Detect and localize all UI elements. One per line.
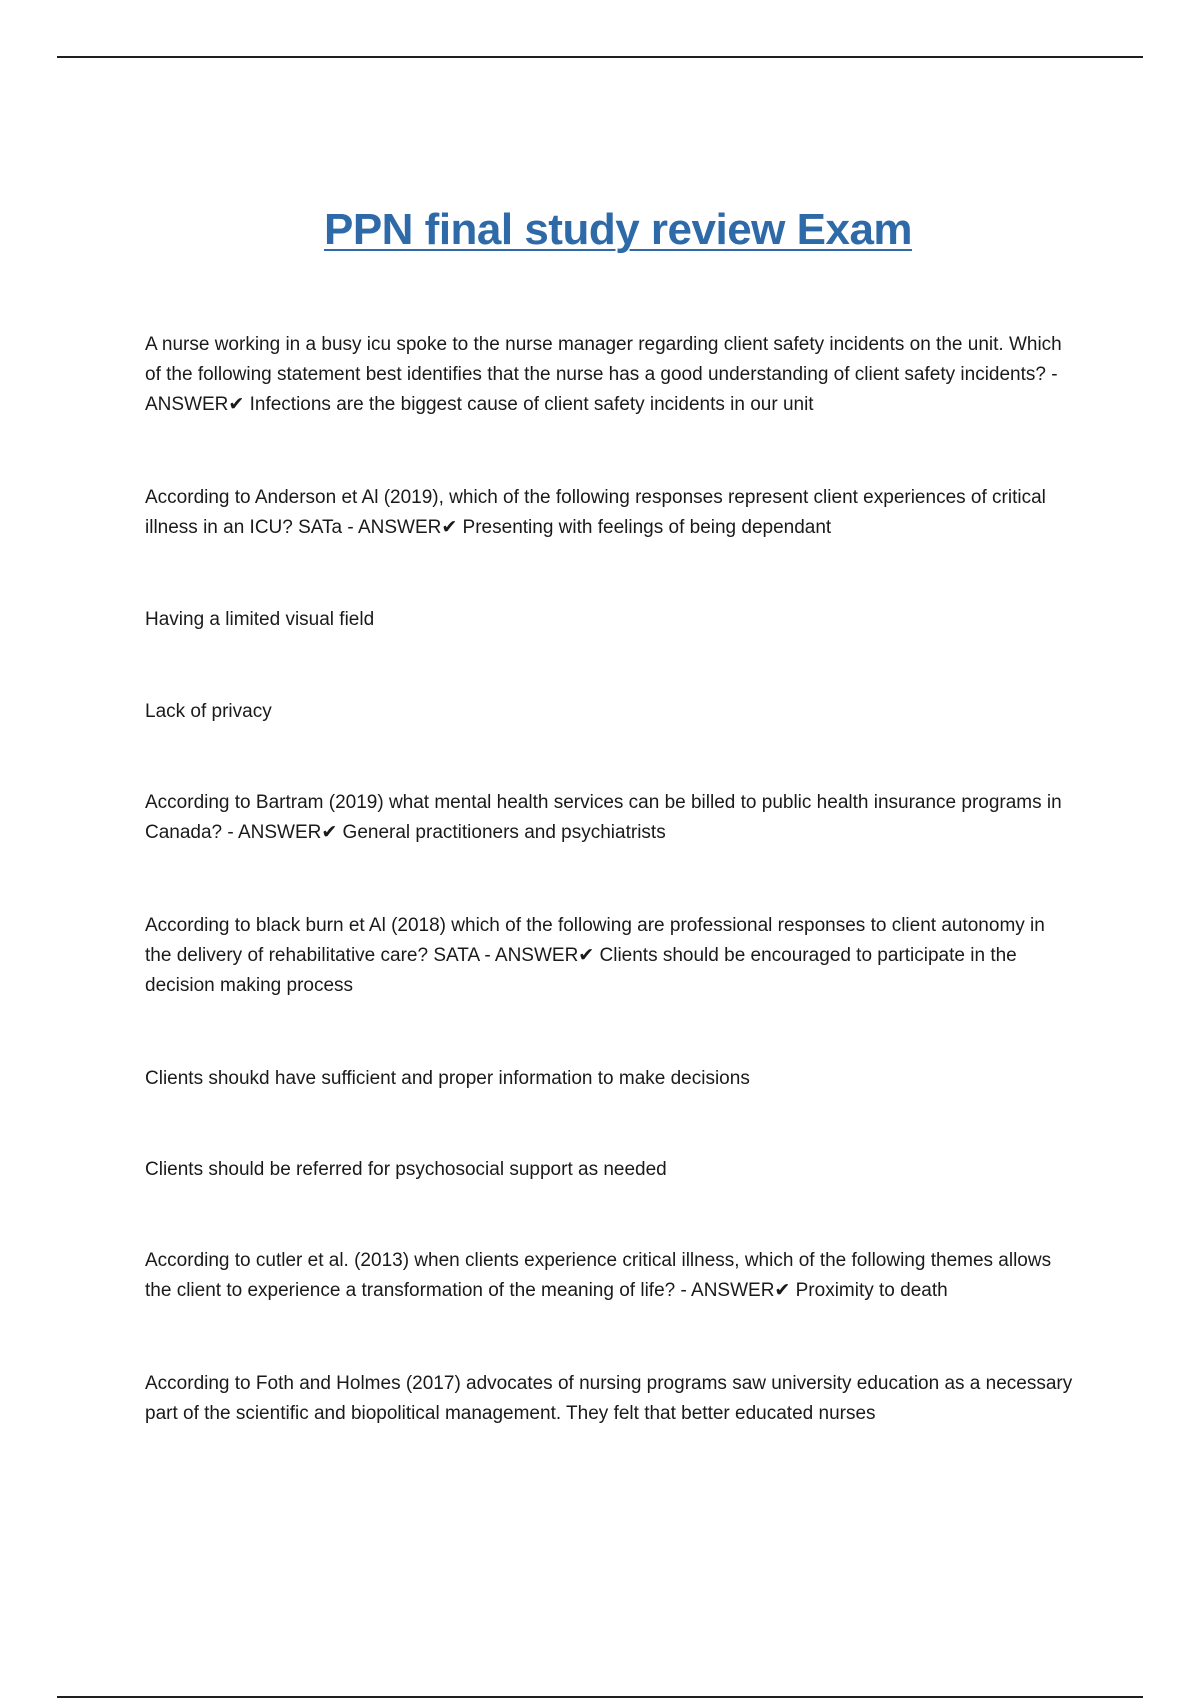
footer-rule bbox=[57, 1696, 1143, 1698]
paragraph-question-3: According to Bartram (2019) what mental health services can be billed to public health insurance programs in Canada? - ANSWER✔ General practitioners and psychiatrists bbox=[145, 792, 1062, 843]
paragraph-question-5: According to cutler et al. (2013) when clients experience critical illness, which of the following themes allows the client to experience a transformation of the meaning of life? - ANSWER✔ Proximity to death bbox=[145, 1250, 1052, 1301]
paragraph-answer-2c: Lack of privacy bbox=[145, 701, 272, 722]
paragraph-question-6: According to Foth and Holmes (2017) advocates of nursing programs saw university education as a necessary part of the scientific and biopolitical management. They felt that better educated nurses bbox=[145, 1373, 1073, 1424]
paragraph-question-4: According to black burn et Al (2018) which of the following are professional responses to client autonomy in the delivery of rehabilitative care? SATA - ANSWER✔ Clients should be encouraged to participate in the decision making process bbox=[145, 915, 1045, 996]
paragraph-question-1: A nurse working in a busy icu spoke to the nurse manager regarding client safety incidents on the unit. Which of the following statement best identifies that the nurse has a good understanding of client safety incidents? - ANSWER✔ Infections are the biggest cause of client safety incidents in our unit bbox=[145, 334, 1062, 415]
document-title: PPN final study review Exam bbox=[323, 205, 913, 255]
paragraph-answer-2b: Having a limited visual field bbox=[145, 609, 375, 630]
paragraph-answer-4c: Clients should be referred for psychosocial support as needed bbox=[145, 1159, 667, 1180]
paragraph-question-2: According to Anderson et Al (2019), which of the following responses represent client experiences of critical illness in an ICU? SATa - ANSWER✔ Presenting with feelings of being dependant bbox=[145, 487, 1046, 538]
header-rule bbox=[57, 56, 1143, 58]
paragraph-answer-4b: Clients shoukd have sufficient and proper information to make decisions bbox=[145, 1068, 750, 1089]
